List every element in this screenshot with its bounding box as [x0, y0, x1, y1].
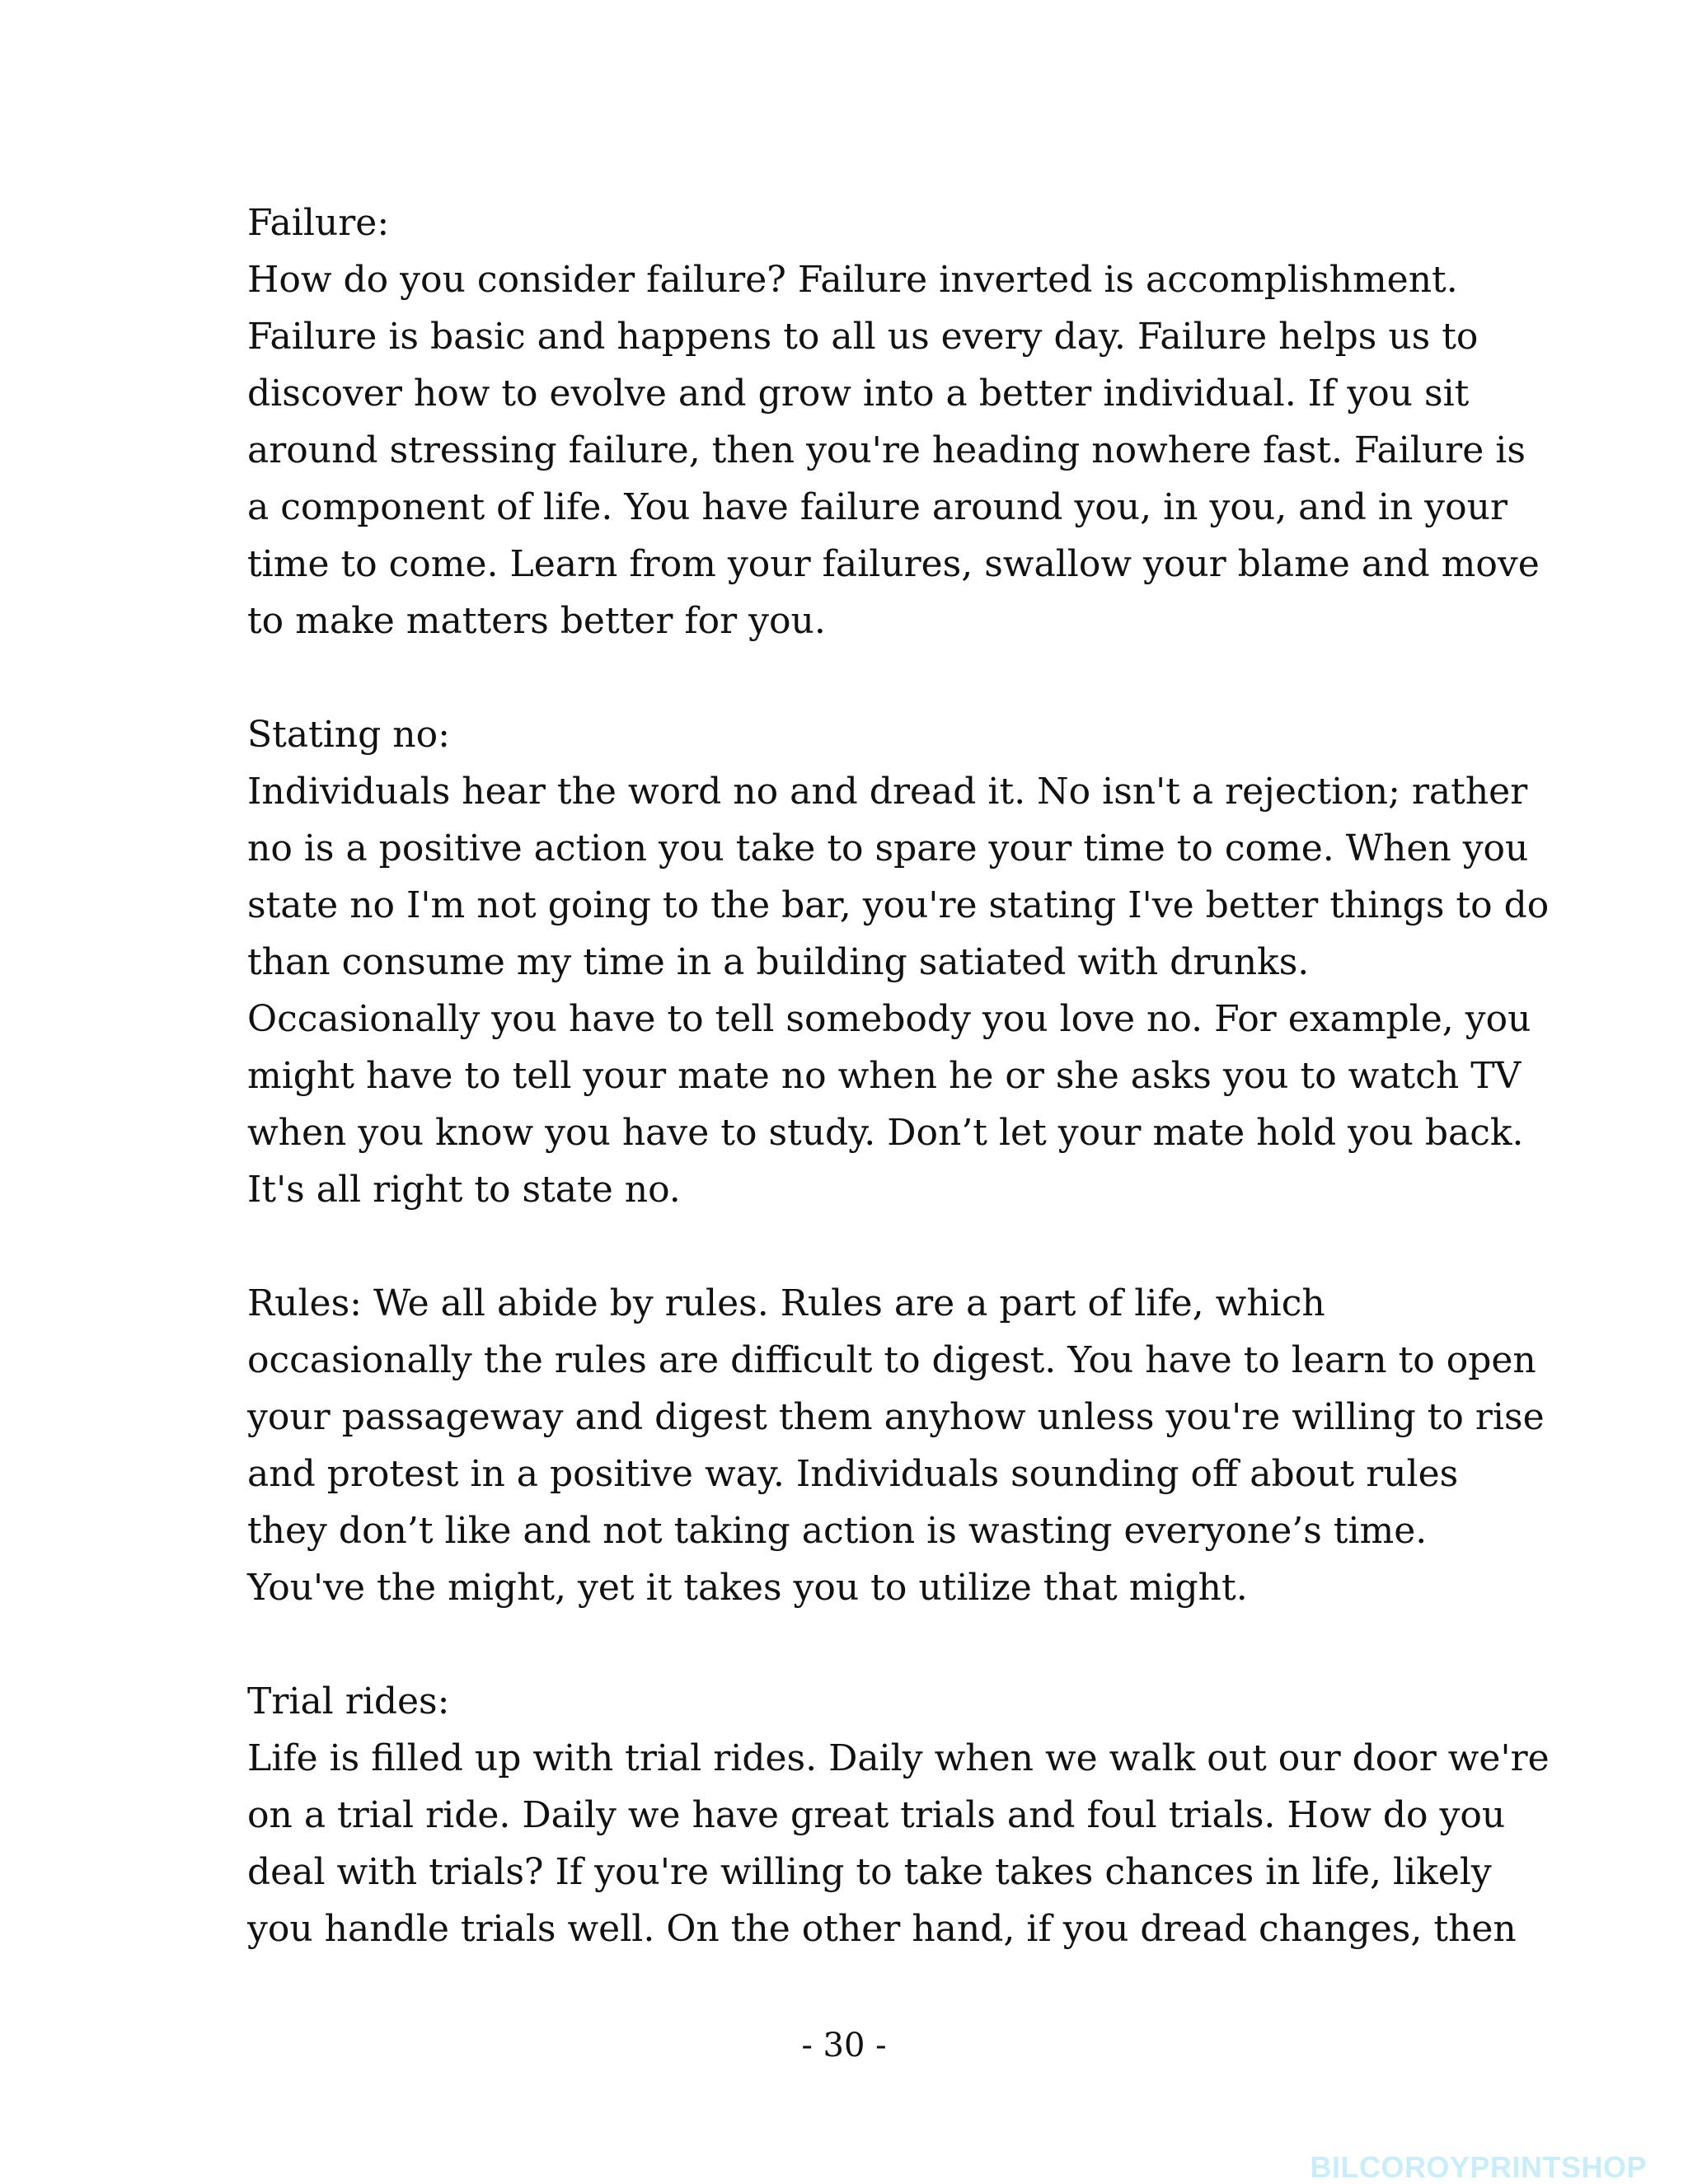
paragraph-line: You've the might, yet it takes you to utilize that might. [247, 1567, 1248, 1609]
paragraph-line: when you know you have to study. Don’t let your mate hold you back. [247, 1112, 1524, 1154]
paragraph-line: and protest in a positive way. Individuals sounding off about rules [247, 1453, 1459, 1495]
paragraph-line: Rules: We all abide by rules. Rules are a part of life, which [247, 1282, 1325, 1324]
paragraph-line: Individuals hear the word no and dread it. No isn't a rejection; rather [247, 771, 1528, 813]
paragraph-line: around stressing failure, then you're heading nowhere fast. Failure is [247, 429, 1526, 471]
paragraph-line: How do you consider failure? Failure inverted is accomplishment. [247, 259, 1458, 301]
section-heading: Stating no: [247, 714, 450, 756]
page-number: - 30 - [801, 2027, 887, 2064]
paragraph-line: Life is filled up with trial rides. Daily when we walk out our door we're [247, 1737, 1550, 1779]
paragraph-line: you handle trials well. On the other hand, if you dread changes, then [247, 1908, 1517, 1950]
paragraph-line: to make matters better for you. [247, 600, 826, 642]
paragraph-line: deal with trials? If you're willing to take takes chances in life, likely [247, 1851, 1492, 1893]
section-stating-no [247, 706, 1550, 1218]
paragraph-line: your passageway and digest them anyhow unless you're willing to rise [247, 1396, 1545, 1438]
paragraph-line: might have to tell your mate no when he or she asks you to watch TV [247, 1055, 1522, 1097]
section-trial-rides [247, 1673, 1550, 1957]
paragraph-line: discover how to evolve and grow into a better individual. If you sit [247, 373, 1470, 415]
paragraph-line: state no I'm not going to the bar, you're stating I've better things to do [247, 884, 1550, 926]
paragraph-line: time to come. Learn from your failures, swallow your blame and move [247, 543, 1540, 585]
section-heading: Trial rides: [247, 1680, 450, 1722]
paragraph-line: than consume my time in a building satiated with drunks. [247, 941, 1310, 983]
paragraph-line: they don’t like and not taking action is wasting everyone’s time. [247, 1510, 1428, 1552]
paragraph-line: Failure is basic and happens to all us every day. Failure helps us to [247, 316, 1479, 358]
paragraph-line: on a trial ride. Daily we have great trials and foul trials. How do you [247, 1794, 1506, 1836]
paragraph-line: Occasionally you have to tell somebody you love no. For example, you [247, 998, 1531, 1040]
watermark: BILCOROYPRINTSHOP [1310, 2150, 1647, 2184]
paragraph-line: no is a positive action you take to spare your time to come. When you [247, 827, 1529, 869]
page-body [247, 194, 1550, 1957]
paragraph-line: It's all right to state no. [247, 1169, 681, 1211]
section-rules [247, 1275, 1545, 1616]
section-failure [247, 194, 1540, 649]
paragraph-line: a component of life. You have failure around you, in you, and in your [247, 486, 1507, 528]
paragraph-line: occasionally the rules are difficult to digest. You have to learn to open [247, 1339, 1536, 1381]
section-heading: Failure: [247, 202, 390, 244]
